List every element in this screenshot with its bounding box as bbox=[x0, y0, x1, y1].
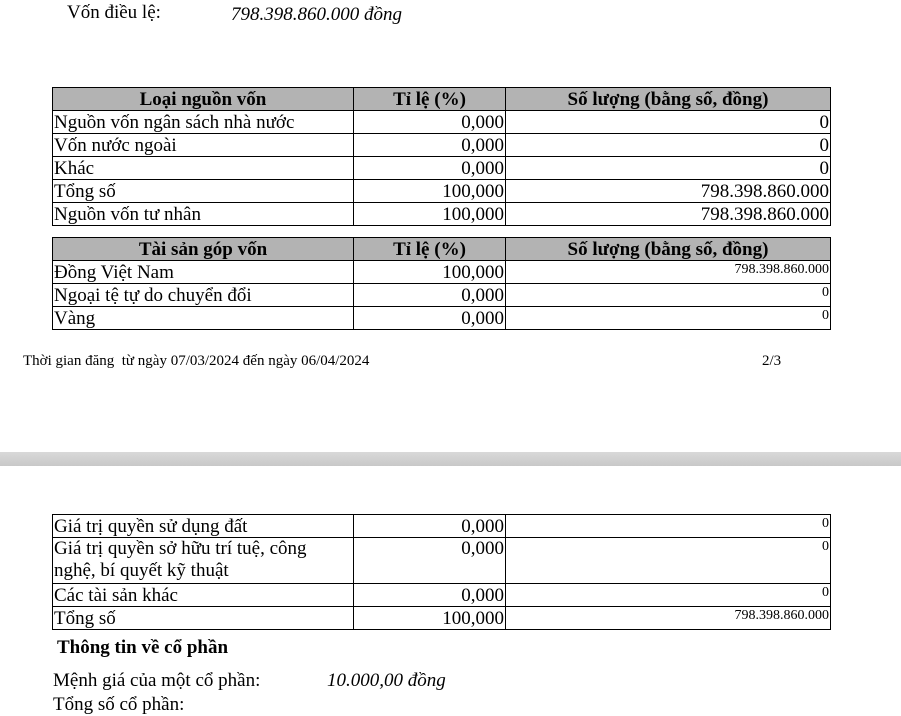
capital-sources-table bbox=[52, 87, 831, 226]
cell-amount: 0 bbox=[506, 284, 831, 307]
col-header-amount: Số lượng (bằng số, đồng) bbox=[506, 88, 831, 111]
cell-name: Đồng Việt Nam bbox=[53, 261, 354, 284]
cell-ratio: 0,000 bbox=[354, 307, 506, 330]
cell-name: Ngoại tệ tự do chuyển đổi bbox=[53, 284, 354, 307]
table-row bbox=[53, 203, 831, 226]
charter-capital-value: 798.398.860.000 đồng bbox=[231, 4, 402, 25]
col-header-asset-type: Tài sản góp vốn bbox=[53, 238, 354, 261]
cell-name: Vàng bbox=[53, 307, 354, 330]
contributed-assets-table bbox=[52, 237, 831, 330]
cell-amount: 798.398.860.000 bbox=[506, 180, 831, 203]
cell-name: Khác bbox=[53, 157, 354, 180]
col-header-ratio: Tỉ lệ (%) bbox=[354, 88, 506, 111]
col-header-ratio: Tỉ lệ (%) bbox=[354, 238, 506, 261]
cell-name: Tổng số bbox=[53, 180, 354, 203]
table-row bbox=[53, 111, 831, 134]
cell-ratio: 100,000 bbox=[354, 180, 506, 203]
cell-amount: 798.398.860.000 bbox=[506, 203, 831, 226]
table-row bbox=[53, 538, 831, 584]
cell-amount: 0 bbox=[506, 111, 831, 134]
table-row bbox=[53, 261, 831, 284]
par-value-label: Mệnh giá của một cổ phần: bbox=[53, 670, 261, 691]
shares-section-title: Thông tin về cổ phần bbox=[57, 637, 229, 658]
cell-name: Giá trị quyền sử dụng đất bbox=[53, 515, 354, 538]
cell-amount: 0 bbox=[506, 538, 831, 584]
continued-assets-table bbox=[52, 514, 831, 630]
cell-amount: 798.398.860.000 bbox=[506, 261, 831, 284]
table-row bbox=[53, 284, 831, 307]
cell-ratio: 0,000 bbox=[354, 134, 506, 157]
table-row bbox=[53, 584, 831, 607]
publication-period: Thời gian đăng từ ngày 07/03/2024 đến ngày 06/04/2024 bbox=[23, 353, 370, 369]
cell-amount: 0 bbox=[506, 134, 831, 157]
table-row bbox=[53, 515, 831, 538]
cell-amount: 0 bbox=[506, 515, 831, 538]
cell-amount: 0 bbox=[506, 157, 831, 180]
cell-name: Vốn nước ngoài bbox=[53, 134, 354, 157]
col-header-source-type: Loại nguồn vốn bbox=[53, 88, 354, 111]
par-value: 10.000,00 đồng bbox=[327, 670, 446, 691]
cell-name: Các tài sản khác bbox=[53, 584, 354, 607]
table-row bbox=[53, 607, 831, 630]
table-row bbox=[53, 134, 831, 157]
cell-amount: 798.398.860.000 bbox=[506, 607, 831, 630]
cell-ratio: 100,000 bbox=[354, 607, 506, 630]
total-shares-label-partial: Tổng số cổ phần: bbox=[53, 694, 185, 715]
cell-name: Nguồn vốn tư nhân bbox=[53, 203, 354, 226]
col-header-amount: Số lượng (bằng số, đồng) bbox=[506, 238, 831, 261]
cell-ratio: 0,000 bbox=[354, 284, 506, 307]
table-row bbox=[53, 307, 831, 330]
cell-ratio: 0,000 bbox=[354, 584, 506, 607]
table-row bbox=[53, 180, 831, 203]
cell-ratio: 0,000 bbox=[354, 157, 506, 180]
cell-ratio: 0,000 bbox=[354, 538, 506, 584]
page-number: 2/3 bbox=[762, 353, 782, 369]
page-separator bbox=[0, 452, 901, 466]
cell-ratio: 100,000 bbox=[354, 203, 506, 226]
cell-ratio: 0,000 bbox=[354, 515, 506, 538]
capital-sources-header-row bbox=[53, 88, 831, 111]
cell-ratio: 100,000 bbox=[354, 261, 506, 284]
cell-amount: 0 bbox=[506, 584, 831, 607]
cell-amount: 0 bbox=[506, 307, 831, 330]
charter-capital-label: Vốn điều lệ: bbox=[67, 2, 161, 23]
contributed-assets-header-row bbox=[53, 238, 831, 261]
cell-name: Tổng số bbox=[53, 607, 354, 630]
cell-ratio: 0,000 bbox=[354, 111, 506, 134]
table-row bbox=[53, 157, 831, 180]
cell-name: Nguồn vốn ngân sách nhà nước bbox=[53, 111, 354, 134]
cell-name: Giá trị quyền sở hữu trí tuệ, công nghệ, bí quyết kỹ thuật bbox=[53, 538, 354, 584]
